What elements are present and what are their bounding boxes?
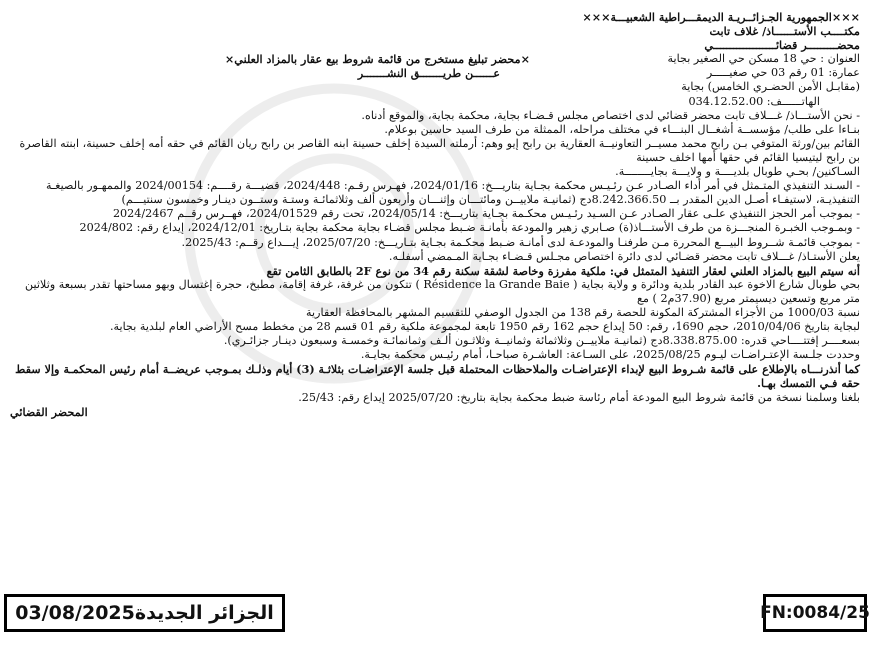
address-block	[10, 52, 860, 108]
office-name: مكتــــب الأستــــــاذ/ غلاف تابت	[709, 24, 860, 39]
paragraph: القائم بين/ورثة المتوفي بـن رابح محمد مسيــر التعاونيــة العقارية بن رابح إيو وهم: أرملته السيدة إخلف حسينة ابنه القاصر بن رابح ريان القائم في حقه أمه إخلف حسينة، ابنته القاصرة بن رابح ليتيسيا القائم في حقها أمها اخلف حسينة	[19, 136, 860, 164]
document	[10, 10, 860, 575]
paragraph: - السـند التنفيذي المتـمثل في أمر أداء الصـادر عـن رئـيـس محكمة بجـاية بتاريـــخ: 2024/01/16، فهـرس رقـم: 2024/448، قضيـــة رقــــم: 2024/00154 والممهـور بالصيغـة التنفيذيـة، لاستيفـاء أصـل الدين المقدر بــ 8.242.366.50دج (ثمانيـة ملاييــن ومائتـــان وإثنـــان وأربعون ألف وثلاثمائـة وستـة وستــون دينـار وخمسون سنتيـــم)	[46, 179, 860, 207]
paragraph: السـاكنين/ بحـي طوبال بلديــــة و ولايـــة بجايــــــــة.	[615, 165, 860, 179]
paragraph: بسعــــر إفتتــــاحي قدره: 8.338.875.00دج (ثمانيـة ملاييــن وثلاثمائة وثمانيــة وثلاثـون ألـف وثمانمائـة وخمسـة وسبعون دينـار جزائـري).	[223, 334, 860, 348]
reference-box	[760, 594, 870, 632]
phone-number: الهاتــــــف: 034.12.52.00	[688, 94, 820, 108]
paragraph: وحددت جلـسة الإعتـراضـات ليـوم 2025/08/25، على السـاعة: العاشـرة صباحـا، أمام رئيـس محكمة بجايـة.	[360, 348, 860, 362]
newspaper-name: الجزائر الجديدة03/08/2025	[15, 602, 274, 624]
signature-label: المحضر القضائي	[10, 404, 88, 419]
notice-heading	[10, 52, 540, 108]
reference-number: FN:0084/25	[760, 603, 870, 623]
paragraph: لبجاية بتاريخ 2010/04/06، حجم 1690، رقم: 50 إيداع حجم 162 رقم 1950 تابعة لمجموعة ملكية رقم 01 قسم 28 من مخطط مسح الأراضي العام لبلدية بجاية.	[109, 320, 860, 334]
document-title: محضـــــــــر قضائـــــــــــــــــــي	[704, 38, 860, 53]
paragraph: بحي طوبال شارع الاخوة عبد القادر بلدية ودائرة و ولاية بجاية ( Résidence la Grande Baie ) تتكون من غرفة، غرفة إقامة، مطبخ، حجرة إغتسال وبهو مساحتها تقدر بسبعة وثلاثين متر مربع وتسعين ديسيمتر مربع (37.90م2 ) مع	[25, 277, 860, 305]
paragraph: أنه سيتم البيع بالمزاد العلني لعقار التنفيذ المتمثل في: ملكية مفرزة وخاصة لشقة سكنة رقم 34 من نوع 2F بالطابق الثامن تقع	[266, 263, 860, 278]
address-line: (مقابـل الأمن الحضـري الخامس) بجاية	[681, 80, 860, 94]
paragraph: كما أنذرنـــاه بالإطلاع على قائمة شـروط البيع لإبداء الإعتراضـات والملاحظات المحتملة قبل جلسة الإعتراضـات بثلاثـة (3) أيام وذلـك بمـوجب عريضــة أمام رئيس المحكمـة وإلا سقط حقه فـي التمسك بهـا.	[15, 362, 860, 391]
paragraph: بلغنا وسلمنا نسخة من قائمة شروط البيع المودعة أمام رئاسة ضبط محكمة بجاية بتاريخ: 2025/07/20 إيداع رقم: 25/43.	[298, 390, 860, 404]
paragraph: - بموجب أمر الحجز التنفيذي علـى عقار الصـادر عـن السـيد رئـيـس محكـمة بجـاية بتاريـــخ: 2024/05/14، تحت رقم 2024/01529، فهــرس رقــم 2024/2467	[112, 207, 860, 221]
address-line: العنوان : حي 18 مسكن حي الصغير بجاية	[667, 52, 860, 66]
paragraph: - وبمـوجب الخبـرة المنجـــزة من طرف الأستـــاذ(ة) صـابري زهير والمودعة بأمانـة ضـبط مجلس قضـاء بجاية محكمة بجاية بتـاريخ: 2024/12/01، إيداع رقم: 2024/802	[79, 221, 860, 235]
paragraph: نسبة 1000/03 من الأجزاء المشتركة المكونة للحصة رقم 138 من الجدول الوصفي للتقسيم المشهر بالمحافظة العقارية	[306, 305, 860, 319]
paragraph: - بموجب قائمـة شــروط البيـــع المحررة مـن طرفنـا والمودعـة لدى أمانـة ضـبط محكـمة بجـاية بتـاريـــخ: 2025/07/20، إيـــداع رقــم: 2025/43.	[181, 235, 860, 249]
notice-title: ×محضر تبليغ مستخرج من قائمة شروط بيع عقار بالمزاد العلني×	[224, 52, 530, 67]
paragraph: يعلن الأستـاذ/ غـــلاف تابت محضر قضـائي لدى دائرة اختصاص مجـلس قـضـاء بجـاية المـمضي أسفلـه.	[388, 249, 860, 263]
newspaper-box	[4, 594, 285, 632]
address-line: عمارة: 01 رقم 03 حي صغيـــــر	[706, 66, 860, 80]
republic-header: ×××الجمهورية الجـزائــريـة الديمقـــراطية الشعبيـــة×××	[582, 10, 860, 24]
paragraph: - نحن الأستـــاذ/ غـــلاف تابت محضر قضائي لدى اختصاص مجلس قـضـاء بجاية، محكمة بجاية، والموقع أدناه.	[361, 108, 860, 122]
notice-subtitle: عــــــن طريـــــــق النشـــــــر	[357, 66, 500, 81]
address-details	[560, 52, 860, 108]
paragraph: بنـاءا على طلب/ مؤسســة أشغــال البنـــاء في مختلف مراحله، الممثلة من طرف السيد حاسين بوعلام.	[384, 122, 860, 136]
